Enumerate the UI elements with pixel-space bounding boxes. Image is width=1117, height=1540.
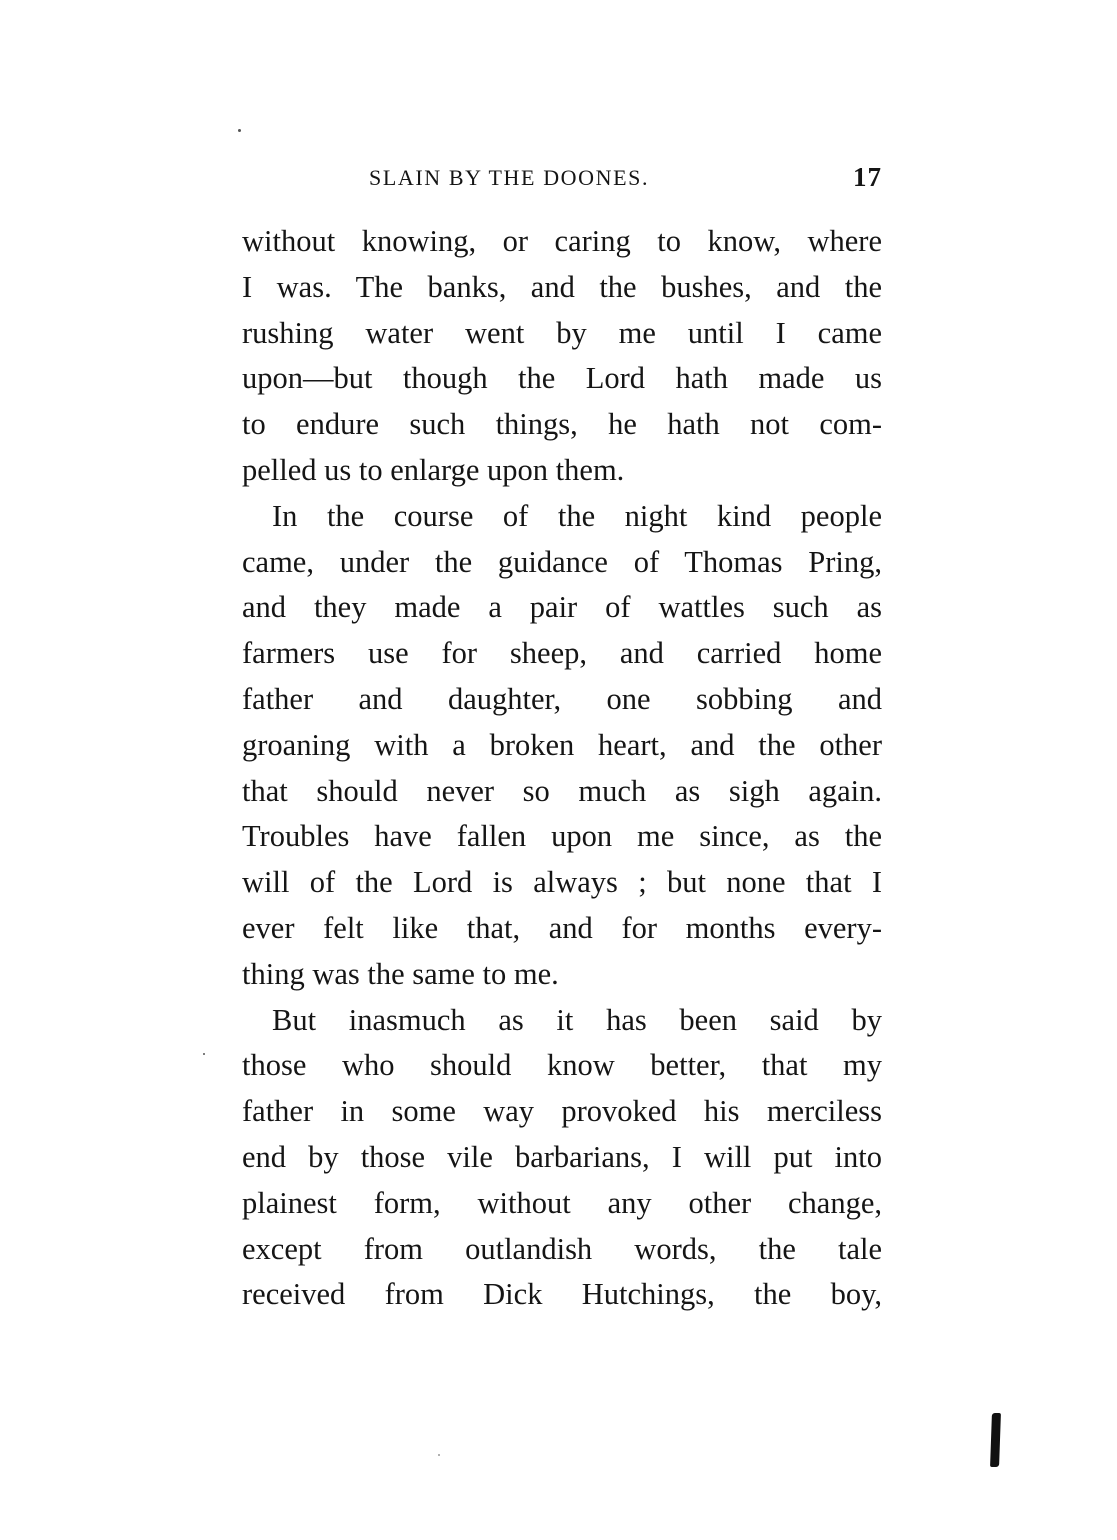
text-line: came, under the guidance of Thomas Pring, — [242, 544, 882, 579]
running-head — [242, 163, 882, 193]
text-line: ever felt like that, and for months every- — [242, 910, 882, 945]
scan-edge-mark — [990, 1413, 1001, 1467]
text-line: farmers use for sheep, and carried home — [242, 636, 882, 671]
paragraph-first-line: In the course of the night kind people — [272, 498, 882, 533]
text-line: except from outlandish words, the tale — [242, 1231, 882, 1266]
text-line: those who should know better, that my — [242, 1048, 882, 1083]
text-line: I was. The banks, and the bushes, and the — [242, 269, 882, 304]
paper-speck — [203, 1053, 205, 1055]
text-line: groaning with a broken heart, and the other — [242, 727, 882, 762]
text-line: Troubles have fallen upon me since, as the — [242, 819, 882, 854]
text-line: pelled us to enlarge upon them. — [242, 452, 625, 487]
body-text — [242, 219, 882, 1318]
text-line: rushing water went by me until I came — [242, 315, 882, 350]
text-line: end by those vile barbarians, I will put into — [242, 1139, 882, 1174]
text-line: thing was the same to me. — [242, 956, 559, 991]
text-line: and they made a pair of wattles such as — [242, 590, 882, 625]
page-number: 17 — [853, 162, 882, 192]
running-title: SLAIN BY THE DOONES. — [369, 165, 650, 190]
paper-speck — [238, 129, 241, 132]
text-line: without knowing, or caring to know, where — [242, 224, 882, 258]
paper-speck — [438, 1454, 440, 1456]
text-line: father in some way provoked his merciless — [242, 1094, 882, 1129]
text-line: received from Dick Hutchings, the boy, — [242, 1277, 882, 1312]
paragraph-first-line: But inasmuch as it has been said by — [272, 1002, 882, 1037]
text-line: plainest form, without any other change, — [242, 1185, 882, 1220]
text-line: to endure such things, he hath not com- — [242, 407, 882, 442]
text-line: father and daughter, one sobbing and — [242, 681, 882, 716]
text-line: that should never so much as sigh again. — [242, 773, 882, 808]
text-line: will of the Lord is always ; but none that I — [242, 865, 882, 900]
text-line: upon—but though the Lord hath made us — [242, 361, 882, 396]
